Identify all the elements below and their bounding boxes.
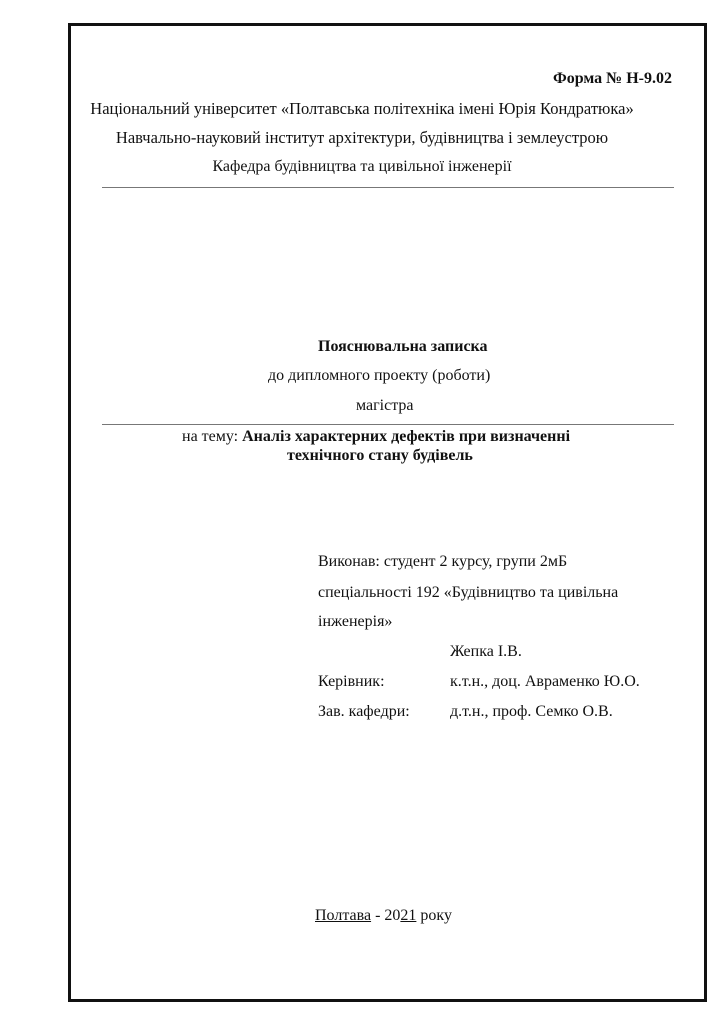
topic-text-1: Аналіз характерних дефектів при визначенні <box>242 428 571 445</box>
footer-year-prefix: 20 <box>384 907 401 924</box>
footer-place-year <box>315 906 452 926</box>
author-line-3: інженерія» <box>318 613 393 630</box>
form-number: Форма № Н-9.02 <box>552 70 672 87</box>
footer-separator: - <box>371 907 385 924</box>
topic-line-2: технічного стану будівель <box>287 447 473 464</box>
title-divider <box>102 424 674 425</box>
head-label: Зав. кафедри: <box>318 703 410 720</box>
footer-city: Полтава <box>315 907 372 924</box>
department-name: Кафедра будівництва та цивільної інженерії <box>212 158 512 175</box>
document-type: Пояснювальна записка <box>318 338 488 355</box>
head-value: д.т.н., проф. Семко О.В. <box>450 703 613 720</box>
footer-year-word: року <box>416 907 452 924</box>
author-name: Жепка І.В. <box>450 643 522 660</box>
document-subtitle: до дипломного проекту (роботи) <box>268 367 491 384</box>
author-line-2: спеціальності 192 «Будівництво та цивільна <box>318 584 619 601</box>
supervisor-value: к.т.н., доц. Авраменко Ю.О. <box>450 673 640 690</box>
author-line-1: Виконав: студент 2 курсу, групи 2мБ <box>318 553 568 570</box>
degree: магістра <box>356 397 414 414</box>
university-name: Національний університет «Полтавська політехніка імені Юрія Кондратюка» <box>90 99 634 118</box>
topic-line-1 <box>182 427 570 447</box>
header-divider <box>102 187 674 188</box>
footer-year-suffix: 21 <box>400 907 417 924</box>
topic-prefix: на тему: <box>182 428 243 445</box>
institute-name: Навчально-науковий інститут архітектури, будівництва і землеустрою <box>115 128 609 147</box>
supervisor-label: Керівник: <box>318 673 385 690</box>
